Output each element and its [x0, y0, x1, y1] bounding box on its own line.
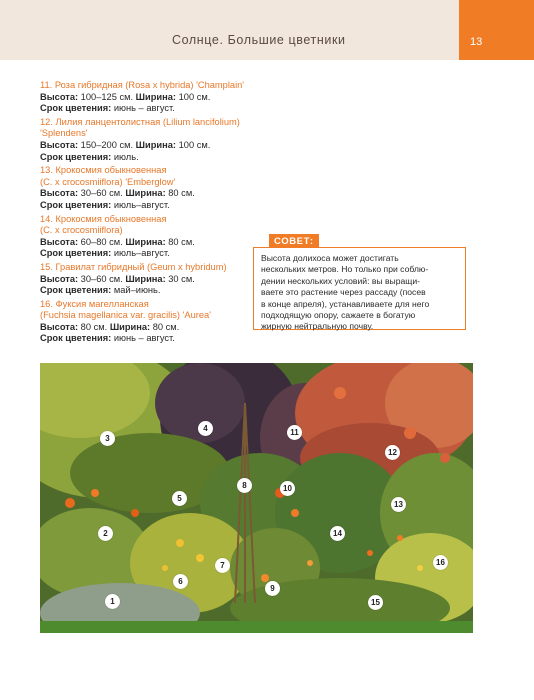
- tip-line: дении нескольких условий: вы выращи-: [261, 275, 421, 286]
- tip-line: нескольких метров. Но только при соблю-: [261, 264, 429, 275]
- plant-attr-value: май–июнь.: [111, 285, 161, 296]
- plant-entry-line: [40, 237, 270, 249]
- plant-attr-value: 80 см.: [78, 321, 110, 332]
- plant-entry-line: [40, 333, 270, 345]
- plant-entry: [40, 80, 270, 115]
- plant-attr-label: Высота:: [40, 139, 79, 150]
- plant-attr-value: июль–август.: [111, 199, 170, 210]
- plant-attr-label: Срок цветения:: [40, 333, 112, 344]
- photo-marker: 8: [237, 478, 252, 493]
- plant-attr-label: Ширина:: [125, 188, 166, 199]
- plant-attr-label: Срок цветения:: [40, 248, 112, 259]
- page-number: 13: [470, 36, 483, 48]
- plant-entry-title: (C. x crocosmiiflora): [40, 225, 123, 236]
- plant-entry: [40, 117, 270, 163]
- plant-attr-value: июль–август.: [111, 248, 170, 259]
- plant-entry-title: 14. Крокосмия обыкновенная: [40, 213, 167, 224]
- plant-attr-value: 100 см.: [176, 91, 211, 102]
- photo-marker: 1: [105, 594, 120, 609]
- plant-attr-label: Ширина:: [125, 236, 166, 247]
- plant-attr-label: Срок цветения:: [40, 285, 112, 296]
- plant-attr-value: 30–60 см.: [78, 273, 126, 284]
- plant-entry-line: [40, 248, 270, 260]
- plant-attr-label: Высота:: [40, 273, 79, 284]
- tip-line: в конце апреля), устанавливаете для него: [261, 298, 430, 309]
- photo-marker: 13: [391, 497, 406, 512]
- photo-marker: 9: [265, 581, 280, 596]
- plant-attr-label: Высота:: [40, 188, 79, 199]
- photo-marker: 4: [198, 421, 213, 436]
- tip-box: [253, 247, 466, 330]
- photo-marker: 12: [385, 445, 400, 460]
- plant-entry-line: [40, 92, 270, 104]
- photo-marker: 2: [98, 526, 113, 541]
- plant-attr-label: Срок цветения:: [40, 199, 112, 210]
- plant-attr-value: июнь – август.: [111, 333, 175, 344]
- plant-attr-label: Срок цветения:: [40, 151, 112, 162]
- plant-attr-label: Ширина:: [135, 139, 177, 150]
- plant-attr-value: 80 см.: [165, 188, 195, 199]
- photo-marker: 11: [287, 425, 302, 440]
- garden-illustration: [40, 363, 473, 633]
- photo-marker: 6: [173, 574, 188, 589]
- plant-entry-title: 16. Фуксия магелланская: [40, 298, 149, 309]
- tip-label: СОВЕТ:: [269, 234, 319, 248]
- plant-attr-value: 100 см.: [176, 139, 211, 150]
- plant-attr-label: Ширина:: [125, 273, 166, 284]
- page-number-tab: [459, 0, 534, 60]
- plant-entry-title: (C. x crocosmiiflora) 'Emberglow': [40, 176, 176, 187]
- photo-marker: 10: [280, 481, 295, 496]
- plant-entry-title: 11. Роза гибридная (Rosa x hybrida) 'Champlain': [40, 80, 245, 90]
- plant-attr-value: июнь – август.: [111, 103, 175, 114]
- plant-entry-title: 13. Крокосмия обыкновенная: [40, 165, 167, 176]
- plant-entry-line: [40, 322, 270, 334]
- plant-list: [40, 80, 270, 347]
- plant-attr-value: 80 см.: [165, 236, 195, 247]
- plant-attr-label: Срок цветения:: [40, 103, 112, 114]
- plant-entry-line: [40, 152, 270, 164]
- plant-entry-line: [40, 200, 270, 212]
- photo-marker: 14: [330, 526, 345, 541]
- photo-marker: 16: [433, 555, 448, 570]
- plant-attr-value: июль.: [111, 151, 139, 162]
- tip-line: ваете это растение через рассаду (посев: [261, 287, 426, 298]
- plant-attr-value: 30–60 см.: [78, 188, 126, 199]
- plant-attr-value: 150–200 см.: [78, 139, 136, 150]
- plant-entry: [40, 262, 270, 297]
- tip-line: подходящую опору, сажаете в богатую: [261, 310, 416, 321]
- plant-attr-label: Высота:: [40, 91, 79, 102]
- plant-attr-value: 30 см.: [165, 273, 195, 284]
- plant-attr-label: Высота:: [40, 236, 79, 247]
- plant-entry-title: 12. Лилия ланцентолистная (Lilium lancifolium): [40, 116, 240, 127]
- plant-attr-label: Ширина:: [109, 321, 151, 332]
- plant-attr-value: 80 см.: [150, 321, 180, 332]
- photo-marker: 7: [215, 558, 230, 573]
- plant-attr-label: Ширина:: [135, 91, 177, 102]
- plant-entry-line: [40, 103, 270, 115]
- header-band: [0, 0, 534, 60]
- plant-attr-value: 60–80 см.: [78, 236, 126, 247]
- plant-entry: [40, 165, 270, 211]
- garden-bed-photo: [40, 363, 473, 633]
- tip-line: жирную нейтральную почву.: [261, 321, 374, 332]
- plant-attr-value: 100–125 см.: [78, 91, 136, 102]
- photo-marker: 5: [172, 491, 187, 506]
- plant-entry-line: [40, 274, 270, 286]
- plant-entry: [40, 299, 270, 345]
- plant-entry-title: (Fuchsia magellanica var. gracilis) 'Aurea': [40, 310, 211, 321]
- page-header-title: Солнце. Большие цветники: [172, 33, 346, 47]
- tip-line: Высота долихоса может достигать: [261, 253, 399, 263]
- plant-entry-line: [40, 188, 270, 200]
- plant-entry-title: 15. Гравилат гибридный (Geum x hybridum): [40, 261, 227, 272]
- plant-attr-label: Высота:: [40, 321, 79, 332]
- photo-marker: 15: [368, 595, 383, 610]
- photo-marker: 3: [100, 431, 115, 446]
- plant-entry-line: [40, 140, 270, 152]
- plant-entry-title: 'Splendens': [40, 128, 88, 139]
- plant-entry-line: [40, 285, 270, 297]
- plant-entry: [40, 214, 270, 260]
